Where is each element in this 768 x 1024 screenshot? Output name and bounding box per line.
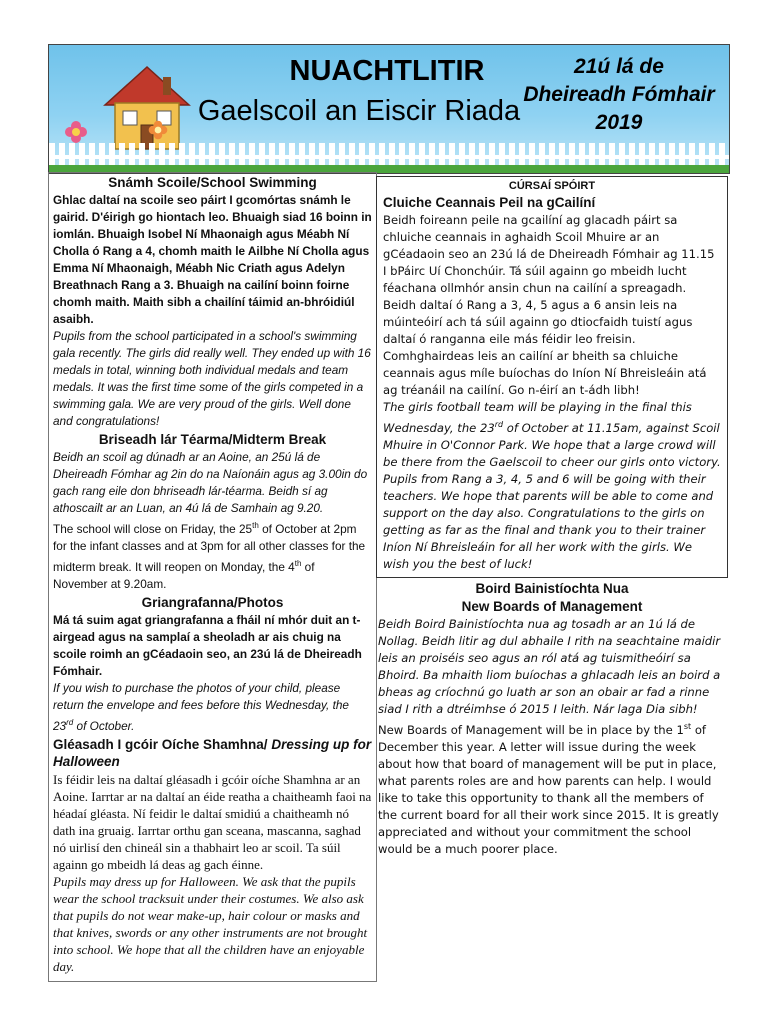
right-column — [376, 176, 728, 858]
photos-english-text: If you wish to purchase the photos of your child, please return the envelope and fees before this Wednesday, the 23rd of October. — [53, 680, 349, 733]
sport-irish-text: Beidh foireann peile na gcailíní ag glacadh páirt sa chluiche ceannais in aghaidh Scoil Mhuire ar an gCéadaoin seo an 23ú lá de Dheireadh Fómhair ag 11.15 I bPáirc Uí Chonchúir. Tá súil againn go mbeidh lucht féachana ollmhór ansin chun na cailíní a spreagadh. Beidh daltaí ó Rang a 3, 4, 5 agus a 6 ansin leis na múinteóirí ach tá súil againn go dtiocfaidh tuistí agus daltaí ó ranganna eile más féidir leo freisin. Comhghairdeas leis an cailíní ar bheith sa chluiche ceannais agus míle buíochas do Iníon Ní Bhreisleáin atá ag tréanáil na cailíní. Go n-éirí an t-ádh libh! — [383, 213, 715, 397]
midterm-irish-text: Beidh an scoil ag dúnadh ar an Aoine, an 25ú lá de Dheireadh Fómhar ag 2in do na Naíonáin agus ag 3.00in do gach rang eile don bhriseadh lár-téarma. Beidh sí ag athoscailt ar an Luan, an 4ú lá de Samhain ag 9.20. — [53, 450, 368, 515]
halloween-irish-text: Is féidir leis na daltaí gléasadh i gcóir oíche Shamhna ar an Aoine. Iarrtar ar na daltaí an éide reatha a chaitheamh faoi na héadaí gléasta. Ní feidir le daltaí smidiú a chaitheamh nó dath ina gruaig. Iarrtar orthu gan sceana, mascanna, saghad nó uirlisí den chineál sin a thabhairt leo ar scoil. Ta súil againn go mbeidh lá deas ag gach éinne. — [53, 771, 372, 872]
sport-section-label: CÚRSAÍ SPÓIRT — [508, 180, 596, 192]
midterm-heading: Briseadh lár Téarma/Midterm Break — [98, 432, 327, 447]
board-english-text: New Boards of Management will be in place by the 1st of December this year. A letter will issue during the week about how that board of management will be put in place, what parents roles are and how parents can help. I would like to take this opportunity to thank all the members of the current board for all their work since 2015. It is greatly appreciated and without your commitment the school would be a much poorer place. — [378, 721, 719, 856]
halloween-english-text: Pupils may dress up for Halloween. We ask that the pupils wear the school tracksuit under their costumes. We also ask that pupils do not wear make-up, hair colour or masks and that knives, swords or any other instruments are not brought into school. We hope that all the children have an enjoyable day. — [53, 873, 368, 974]
sport-heading: Cluiche Ceannais Peil na gCailíní — [383, 195, 596, 210]
left-column — [48, 172, 377, 982]
swimming-english-text: Pupils from the school participated in a school's swimming gala recently. The girls did really well. They ended up with 16 medals in total, winning both individual medals and team medals. It was the first time some of the girls competed in a swimming gala. We are very proud of the girls. Well done and congratulations! — [53, 329, 371, 428]
swimming-heading: Snámh Scoile/School Swimming — [108, 175, 317, 190]
newsletter-date: 21ú lá de Dheireadh Fómhair 2019 — [523, 55, 715, 134]
sport-section — [376, 176, 728, 578]
board-section — [376, 580, 728, 858]
board-heading-english: New Boards of Management — [461, 598, 643, 614]
sport-english-text: The girls football team will be playing in the final this Wednesday, the 23rd of October at 11.15am, against Scoil Mhuire in O'Connor Park. We hope that a large crowd will be there from the Gaelscoil to cheer our girls onto victory. Pupils from Rang a 3, 4, 5 and 6 will be going with their teachers. We hope that parents will be able to come and support on the day also. Congratulations to the girls on getting as far as the final and thank you to their trainer Iníon Ní Bhreisleáin for all her work with the girls. We wish you the best of luck! — [383, 400, 721, 571]
flower-icon — [63, 119, 89, 145]
newsletter-title: NUACHTLITIR — [289, 55, 485, 87]
newsletter-banner — [48, 44, 730, 174]
photos-heading: Griangrafanna/Photos — [141, 594, 284, 610]
halloween-heading: Gléasadh I gcóir Oíche Shamhna/ Dressing up for Halloween — [53, 736, 372, 769]
swimming-irish-text: Ghlac daltaí na scoile seo páirt I gcomórtas snámh le gairid. D'éirigh go hiontach leo. Bhuaigh siad 16 boinn in iomlán. Bhuaigh Isobel Ní Mhaonaigh agus Méabh Ní Cholla ó Rang a 4, chomh maith le Ailbhe Ní Cholla agus Emma Ní Mhaonaigh, Méabh Nic Criath agus Adelyn Breathnach Rang a 3. Bhuaigh na cailíní boinn foirne chomh maith. Maith sibh a chailíní táimid an-bhróidiúl asaibh. — [53, 193, 372, 326]
flower-icon — [147, 119, 169, 141]
board-irish-text: Beidh Boird Bainistíochta nua ag tosadh ar an 1ú lá de Nollag. Beidh litir ag dul abhaile I rith na seachtaine maidir leis an proiséis seo agus an ról atá ag tuismitheóirí sa Bhoird. Ba mhaith liom buíochas a ghlacadh leis an boird a bheas ag críochnú go luath ar son an obair ar fad a rinne siad I rith a dtréimhse ó 2015 I leith. Nár laga Dia sibh! — [378, 616, 721, 716]
midterm-english-text: The school will close on Friday, the 25th of October at 2pm for the infant classes and at 3pm for all other classes for the midterm break. It will reopen on Monday, the 4th of November at 9.20am. — [53, 521, 366, 591]
photos-irish-text: Má tá suim agat griangrafanna a fháil ní mhór duit an t-airgead agus na samplaí a sheoladh ar ais chuig na scoile roimh an gCéadaoin seo, an 23ú lá de Dheireadh Fómhair. — [53, 612, 362, 678]
board-heading-irish: Boird Bainistíochta Nua — [475, 580, 629, 596]
school-name: Gaelscoil an Eiscir Riada — [197, 95, 521, 127]
